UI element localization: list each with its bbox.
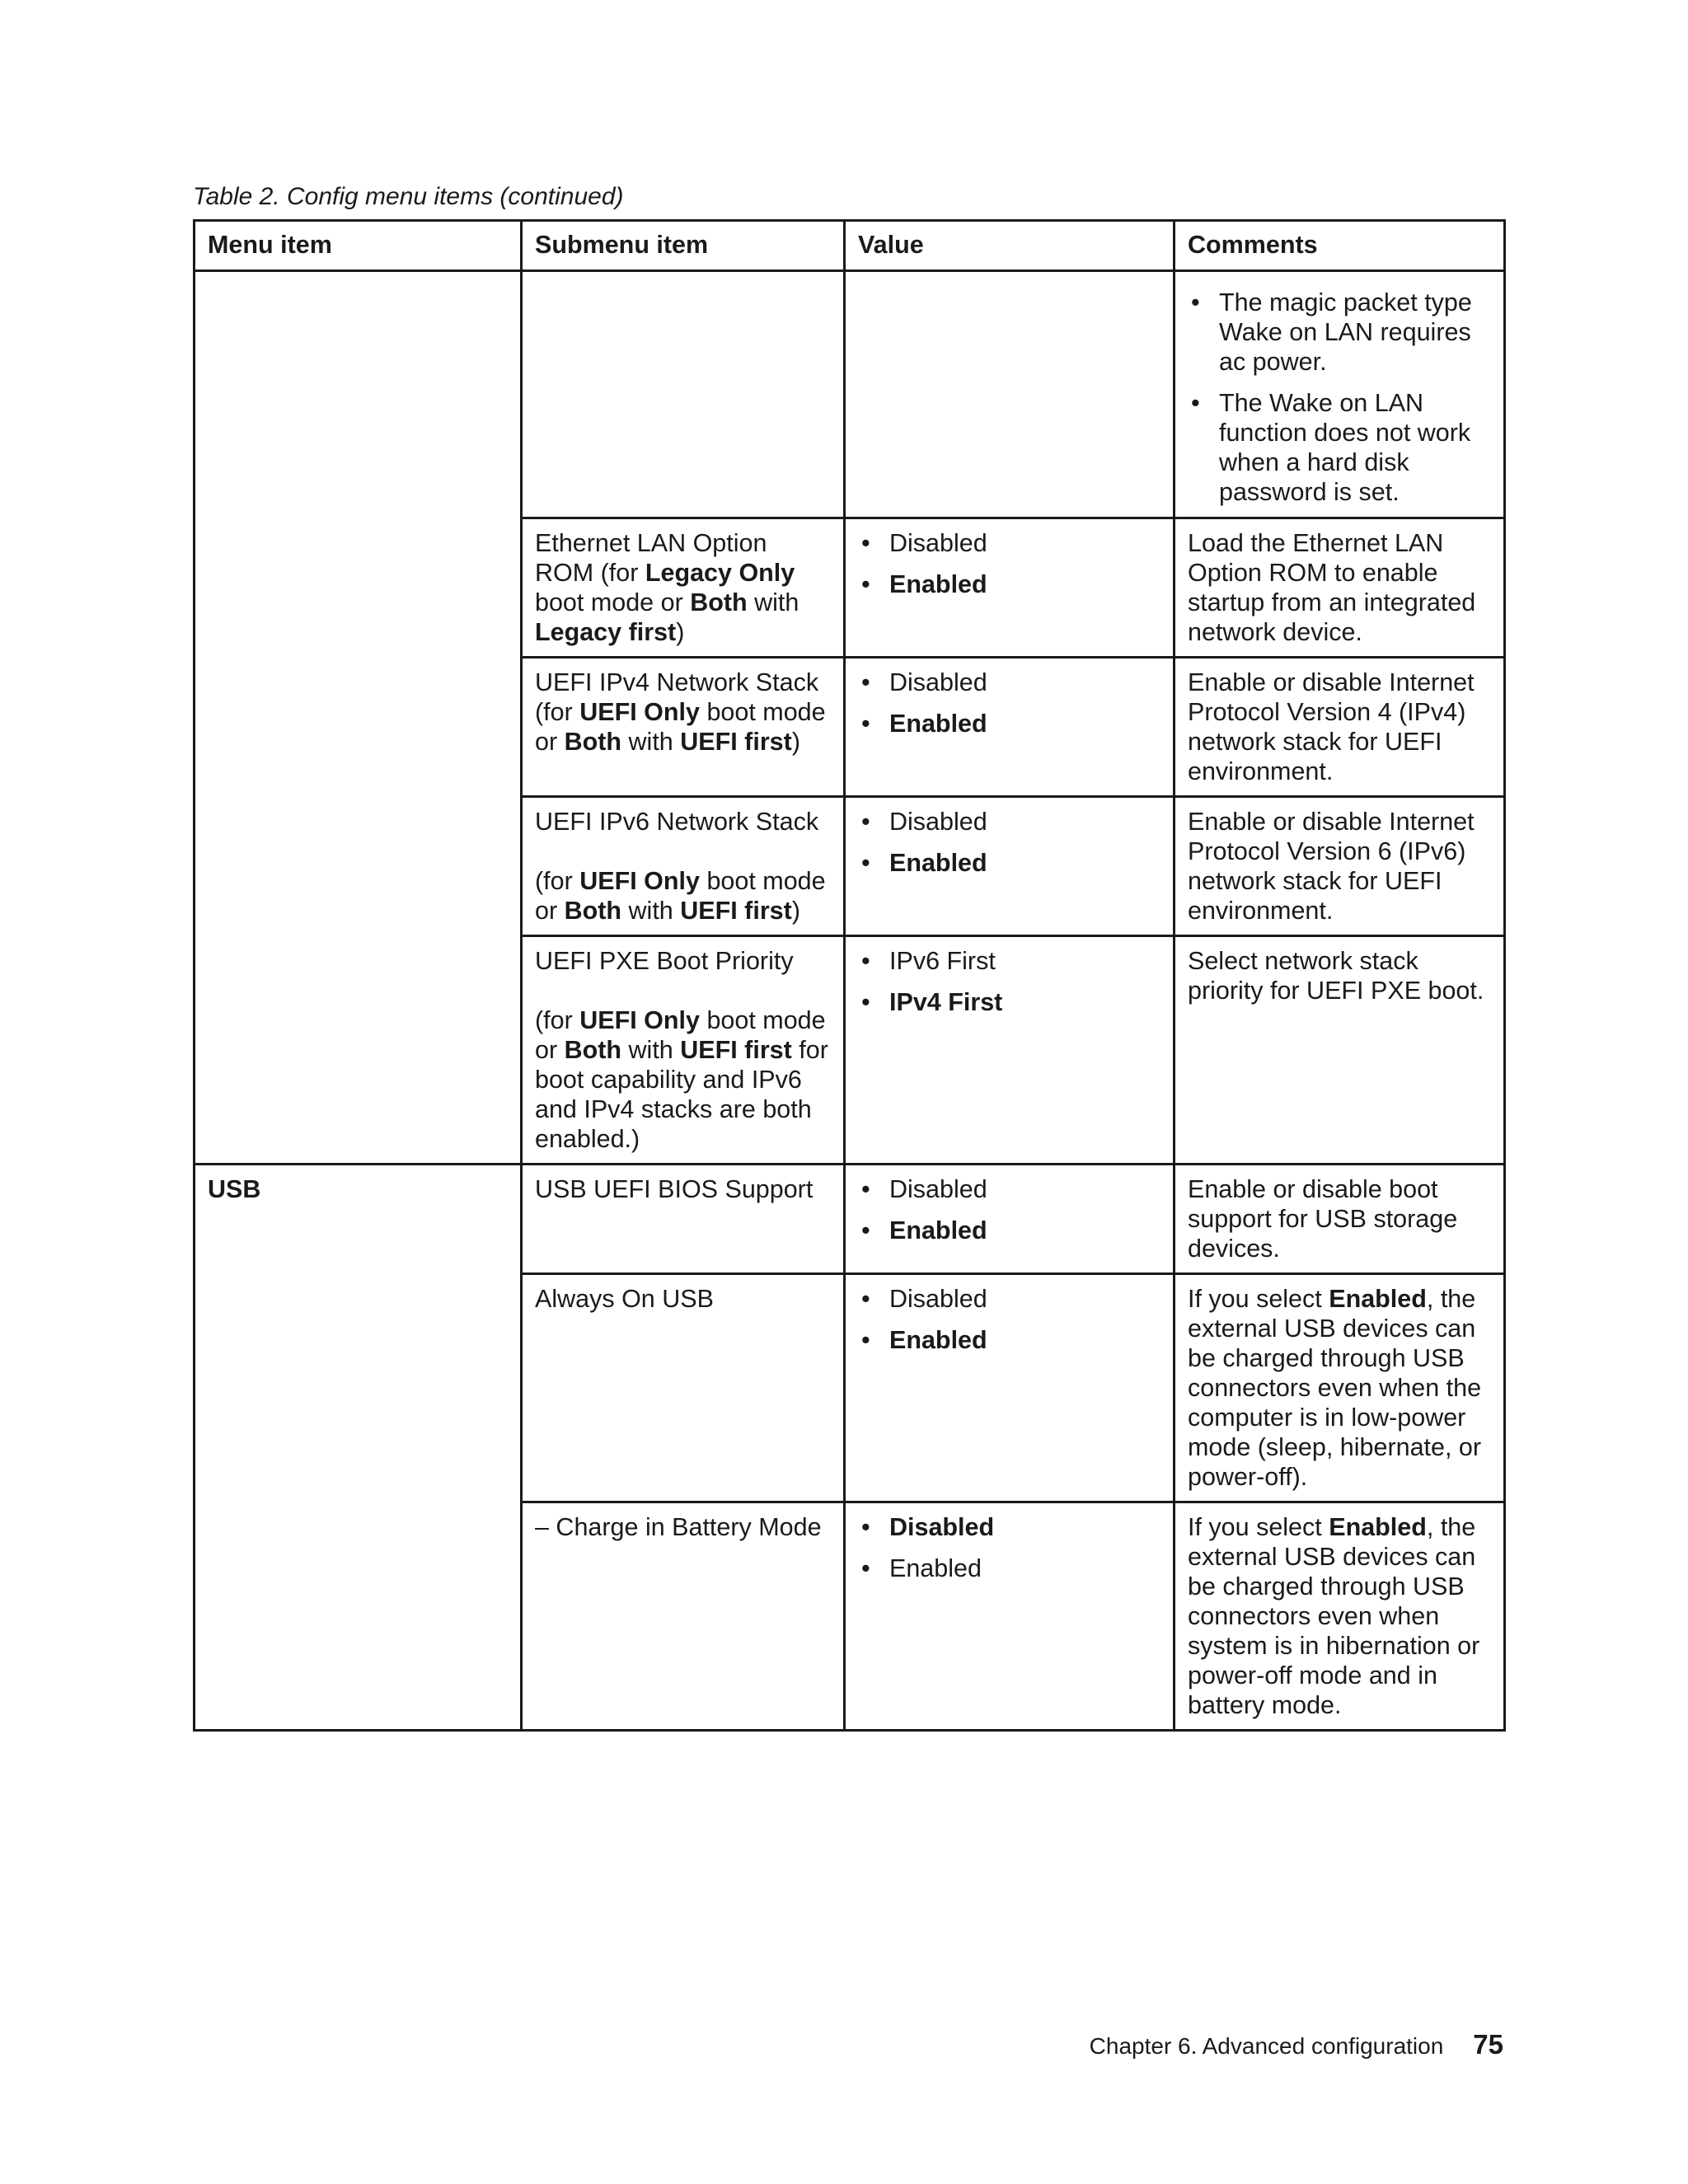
submenu-bold-text: UEFI Only <box>579 698 700 726</box>
submenu-cell-empty <box>522 271 845 518</box>
value-option: • Disabled <box>858 528 1161 558</box>
submenu-spacer <box>535 976 832 1005</box>
comment-text: , the external USB devices can be charged through USB connectors even when system is in hibernation or power-off mode and in battery mode. <box>1188 1513 1480 1719</box>
value-option: • Enabled <box>858 1554 1161 1583</box>
submenu-title: UEFI IPv6 Network Stack <box>535 808 819 836</box>
comments-cell <box>1175 271 1505 518</box>
table-row <box>195 1165 1505 1274</box>
submenu-bold-text: UEFI Only <box>579 867 700 895</box>
comment-item: • The magic packet type Wake on LAN requires ac power. <box>1188 288 1492 377</box>
submenu-text: boot mode or <box>535 1006 826 1064</box>
submenu-bold-text: UEFI Only <box>579 1006 700 1034</box>
page-number: 75 <box>1473 2029 1503 2060</box>
table-row <box>195 271 1505 518</box>
value-list <box>858 1174 1161 1245</box>
header-comments: Comments <box>1175 221 1505 271</box>
value-option: • Disabled <box>858 807 1161 837</box>
value-option: • IPv6 First <box>858 946 1161 976</box>
submenu-text: ) <box>676 618 685 646</box>
table-caption: Table 2. Config menu items (continued) <box>193 183 624 210</box>
submenu-text: UEFI IPv4 Network Stack (for <box>535 668 819 726</box>
submenu-text: with <box>621 897 681 925</box>
comments-cell: Select network stack priority for UEFI PXE boot. <box>1175 936 1505 1165</box>
submenu-bold-text: Both <box>564 1036 622 1064</box>
submenu-bold-text: Legacy Only <box>645 559 795 587</box>
value-list <box>858 807 1161 878</box>
value-option-default: • Enabled <box>858 569 1161 599</box>
value-option-default: • Disabled <box>858 1512 1161 1542</box>
value-list <box>858 668 1161 738</box>
submenu-bold-text: Both <box>564 728 622 756</box>
submenu-text: for boot capability and IPv6 and IPv4 stacks are both enabled.) <box>535 1036 828 1153</box>
comment-list <box>1188 288 1492 507</box>
value-cell <box>845 936 1175 1165</box>
comments-cell <box>1175 1274 1505 1502</box>
value-cell <box>845 518 1175 658</box>
menu-cell-continued <box>195 271 522 1165</box>
submenu-bold-text: Legacy first <box>535 618 677 646</box>
config-menu-table <box>193 219 1506 1732</box>
value-cell <box>845 1274 1175 1502</box>
submenu-text: boot mode or <box>535 698 826 756</box>
header-menu-item: Menu item <box>195 221 522 271</box>
submenu-text: ) <box>791 728 800 756</box>
value-list <box>858 528 1161 599</box>
value-list <box>858 1512 1161 1583</box>
submenu-text: with <box>747 588 799 616</box>
submenu-bold-text: Both <box>690 588 748 616</box>
value-list <box>858 1284 1161 1355</box>
submenu-cell <box>522 518 845 658</box>
comment-text: , the external USB devices can be charged through USB connectors even when the computer is in low-power mode (sleep, hibernate, or power-off). <box>1188 1285 1482 1491</box>
value-option-default: • Enabled <box>858 1325 1161 1355</box>
submenu-cell <box>522 658 845 797</box>
comment-text: If you select <box>1188 1513 1329 1541</box>
submenu-cell <box>522 936 845 1165</box>
submenu-bold-text: UEFI first <box>680 728 792 756</box>
table-header-row <box>195 221 1505 271</box>
submenu-text: (for <box>535 1006 580 1034</box>
submenu-text: with <box>621 1036 681 1064</box>
header-submenu-item: Submenu item <box>522 221 845 271</box>
comment-bold-text: Enabled <box>1329 1285 1427 1313</box>
value-option: • Disabled <box>858 1284 1161 1314</box>
value-cell <box>845 1165 1175 1274</box>
value-cell <box>845 1502 1175 1731</box>
submenu-title: UEFI PXE Boot Priority <box>535 947 794 975</box>
comments-cell: Enable or disable Internet Protocol Version 6 (IPv6) network stack for UEFI environment. <box>1175 797 1505 936</box>
submenu-spacer <box>535 837 832 866</box>
comments-cell <box>1175 1502 1505 1731</box>
comments-cell: Load the Ethernet LAN Option ROM to enable startup from an integrated network device. <box>1175 518 1505 658</box>
comment-bold-text: Enabled <box>1329 1513 1427 1541</box>
submenu-bold-text: UEFI first <box>680 1036 792 1064</box>
submenu-bold-text: UEFI first <box>680 897 792 925</box>
page-footer <box>1090 2029 1503 2060</box>
submenu-cell: Always On USB <box>522 1274 845 1502</box>
header-value: Value <box>845 221 1175 271</box>
value-option-default: • Enabled <box>858 709 1161 738</box>
menu-cell-usb: USB <box>195 1165 522 1731</box>
submenu-text: boot mode or <box>535 588 691 616</box>
submenu-text: Ethernet LAN Option ROM (for <box>535 529 767 587</box>
comments-cell: Enable or disable boot support for USB storage devices. <box>1175 1165 1505 1274</box>
value-option-default: • Enabled <box>858 848 1161 878</box>
comment-text: If you select <box>1188 1285 1329 1313</box>
value-option-default: • Enabled <box>858 1216 1161 1245</box>
value-cell <box>845 658 1175 797</box>
submenu-text: with <box>621 728 681 756</box>
submenu-text: (for <box>535 867 580 895</box>
submenu-text: boot mode or <box>535 867 826 925</box>
chapter-title: Chapter 6. Advanced configuration <box>1089 2033 1444 2059</box>
value-option-default: • IPv4 First <box>858 987 1161 1017</box>
value-cell-empty <box>845 271 1175 518</box>
comment-item: • The Wake on LAN function does not work when a hard disk password is set. <box>1188 388 1492 507</box>
value-option: • Disabled <box>858 1174 1161 1204</box>
submenu-text: ) <box>791 897 800 925</box>
submenu-cell <box>522 797 845 936</box>
value-option: • Disabled <box>858 668 1161 697</box>
value-cell <box>845 797 1175 936</box>
submenu-cell: USB UEFI BIOS Support <box>522 1165 845 1274</box>
comments-cell: Enable or disable Internet Protocol Version 4 (IPv4) network stack for UEFI environment. <box>1175 658 1505 797</box>
value-list <box>858 946 1161 1017</box>
submenu-bold-text: Both <box>564 897 622 925</box>
submenu-cell: – Charge in Battery Mode <box>522 1502 845 1731</box>
